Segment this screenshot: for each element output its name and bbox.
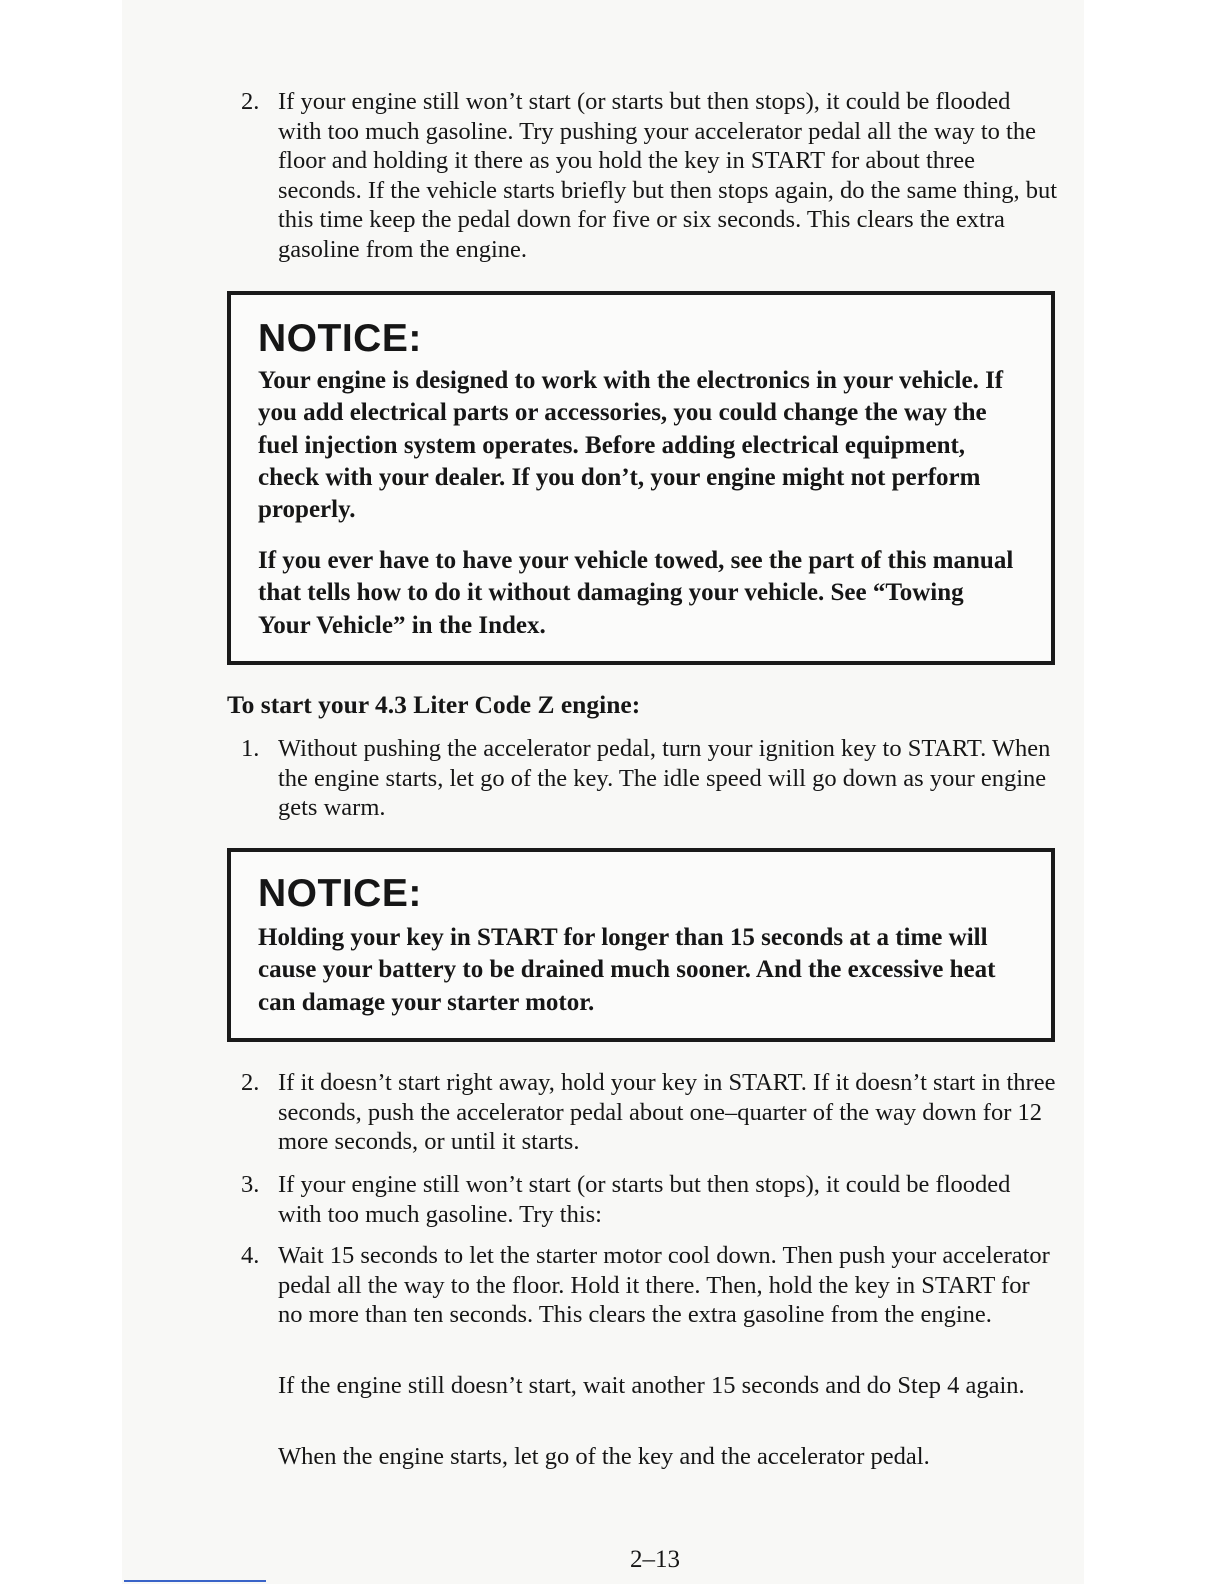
list-item-text: Without pushing the accelerator pedal, turn your ignition key to START. When the engine starts, let go of the key. The idle speed will go down as your engine gets warm.	[278, 735, 1051, 822]
list-item-number: 2.	[241, 1069, 260, 1096]
notice-title: NOTICE:	[258, 317, 422, 360]
list-item-number: 1.	[241, 735, 260, 762]
paragraph: If the engine still doesn’t start, wait another 15 seconds and do Step 4 again.	[278, 1372, 1025, 1399]
notice-text: Holding your key in START for longer than 15 seconds at a time will cause your battery to be drained much sooner. And the excessive heat can damage your starter motor.	[258, 924, 996, 1016]
section-heading: To start your 4.3 Liter Code Z engine:	[227, 690, 641, 719]
list-item	[241, 1170, 1061, 1232]
list-item-text: If your engine still won’t start (or starts but then stops), it could be flooded with too much gasoline. Try this:	[278, 1171, 1011, 1228]
list-item-text: Wait 15 seconds to let the starter motor cool down. Then push your accelerator pedal all the way to the floor. Hold it there. Then, hold the key in START for no more than ten seconds. This clears the extra gasoline from the engine.	[278, 1242, 1050, 1329]
list-item-number: 4.	[241, 1242, 260, 1269]
notice-box	[227, 848, 1055, 1042]
list-item	[241, 1241, 1061, 1363]
notice-text: If you ever have to have your vehicle towed, see the part of this manual that tells how to do it without damaging your vehicle. See “Towing Your Vehicle” in the Index.	[258, 547, 1014, 639]
notice-title: NOTICE:	[258, 872, 422, 915]
notice-box	[227, 291, 1055, 665]
page-number: 2–13	[630, 1546, 680, 1573]
notice-text: Your engine is designed to work with the electronics in your vehicle. If you add electrical parts or accessories, you could change the way the fuel injection system operates. Before adding electrical equipment, check with your dealer. If you don’t, your engine might not perform properly.	[258, 367, 1004, 524]
paragraph: When the engine starts, let go of the key and the accelerator pedal.	[278, 1443, 930, 1470]
list-item-text: If it doesn’t start right away, hold your key in START. If it doesn’t start in three seconds, push the accelerator pedal about one–quarter of the way down for 12 more seconds, or until it starts.	[278, 1069, 1056, 1156]
list-item-number: 2.	[241, 88, 260, 115]
list-item	[241, 734, 1061, 826]
divider	[124, 1580, 266, 1582]
list-item	[241, 1068, 1061, 1160]
list-item-number: 3.	[241, 1171, 260, 1198]
list-item-text: If your engine still won’t start (or starts but then stops), it could be flooded with too much gasoline. Try pushing your accelerator pedal all the way to the floor and holding it there as you hold the key in START for about three seconds. If the vehicle starts briefly but then stops again, do the same thing, but this time keep the pedal down for five or six seconds. This clears the extra gasoline from the engine.	[278, 88, 1058, 263]
list-item	[241, 87, 1061, 267]
